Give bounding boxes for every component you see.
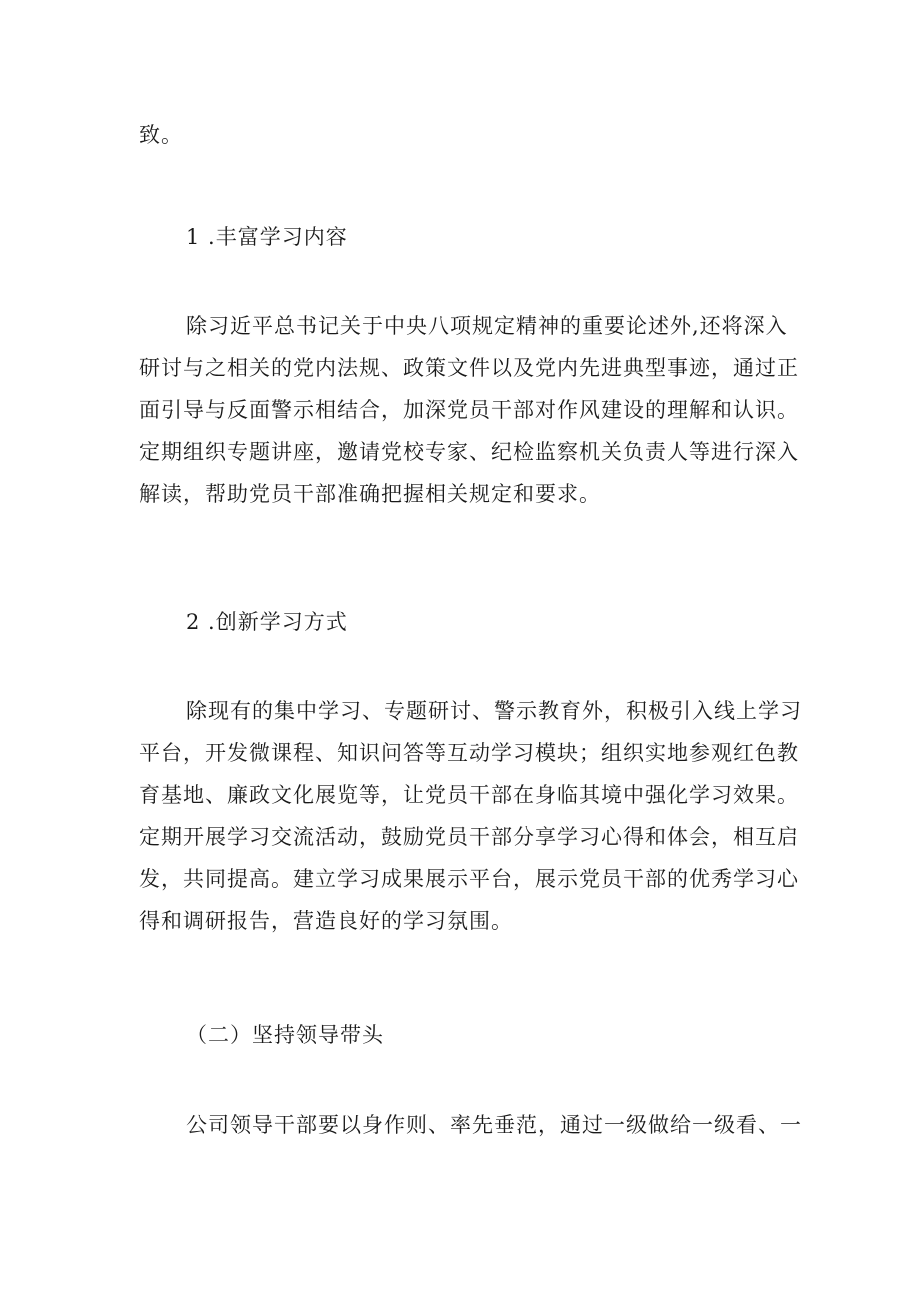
paragraph-2-line: 得和调研报告，营造良好的学习氛围。	[139, 909, 513, 933]
paragraph-1-line: 定期组织专题讲座，邀请党校专家、纪检监察机关负责人等进行深入	[139, 440, 799, 464]
paragraph-1	[139, 305, 799, 515]
paragraph-2-line: 育基地、廉政文化展览等，让党员干部在身临其境中强化学习效果。	[139, 783, 799, 807]
paragraph-1-line: 研讨与之相关的党内法规、政策文件以及党内先进典型事迹，通过正	[139, 356, 799, 380]
paragraph-2-line: 平台，开发微课程、知识问答等互动学习模块；组织实地参观红色教	[139, 741, 799, 765]
paragraph-continuation: 致。	[139, 123, 183, 147]
paragraph-1-line: 解读，帮助党员干部准确把握相关规定和要求。	[139, 482, 601, 506]
paragraph-2	[139, 690, 802, 942]
paragraph-2-line: 除现有的集中学习、专题研讨、警示教育外，积极引入线上学习	[186, 699, 802, 723]
paragraph-1-line: 除习近平总书记关于中央八项规定精神的重要论述外,还将深入	[186, 314, 788, 338]
paragraph-2-line: 发，共同提高。建立学习成果展示平台，展示党员干部的优秀学习心	[139, 867, 799, 891]
subsection-heading-1: 1 .丰富学习内容	[186, 225, 348, 249]
paragraph-1-line: 面引导与反面警示相结合，加深党员干部对作风建设的理解和认识。	[139, 398, 799, 422]
subsection-heading-2: 2 .创新学习方式	[186, 610, 348, 634]
paragraph-3-line: 公司领导干部要以身作则、率先垂范，通过一级做给一级看、一	[186, 1113, 802, 1137]
section-heading: （二）坚持领导带头	[186, 1023, 384, 1047]
paragraph-2-line: 定期开展学习交流活动，鼓励党员干部分享学习心得和体会，相互启	[139, 825, 799, 849]
paragraph-3	[139, 1104, 802, 1146]
